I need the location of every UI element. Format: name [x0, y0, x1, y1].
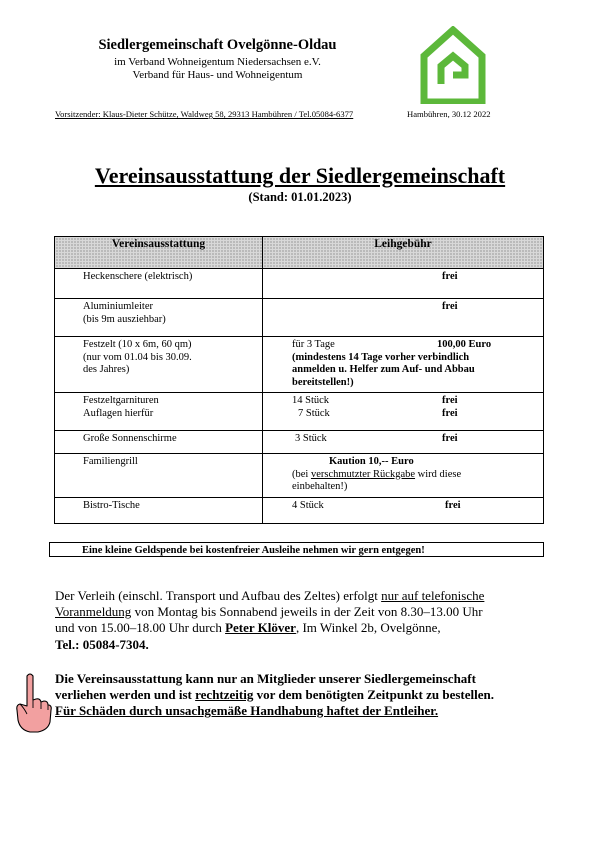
fee-value: frei [445, 500, 461, 511]
contact-name: Peter Klöver [225, 620, 296, 636]
house-logo-icon [420, 26, 486, 104]
quantity: 14 Stück [292, 395, 330, 406]
item-label: Große Sonnenschirme [83, 433, 177, 444]
item-label: Heckenschere (elektrisch) [83, 271, 193, 282]
deposit-value: Kaution 10,-- Euro [329, 456, 414, 467]
item-label: Bistro-Tische [83, 500, 140, 511]
quantity: 7 Stück [298, 408, 330, 419]
item-label: Festzeltgarnituren [83, 395, 159, 406]
quantity: 4 Stück [292, 500, 324, 511]
deposit-note: (bei verschmutzter Rückgabe wird diese [292, 468, 462, 480]
fee-value: frei [442, 301, 458, 312]
pointing-finger-icon [14, 672, 52, 734]
table-row-hedge-trimmer [55, 269, 544, 299]
item-label-detail: des Jahres) [83, 364, 130, 375]
rental-duration: für 3 Tage [292, 339, 335, 350]
association-line: im Verband Wohneigentum Niedersachsen e.V. [114, 56, 321, 68]
column-header-fee: Leihgebühr [263, 237, 544, 269]
fee-value: frei [442, 271, 458, 282]
item-label: Familiengrill [83, 456, 138, 467]
booking-note: (mindestens 14 Tage vorher verbindlich [292, 351, 470, 363]
fee-value: frei [442, 395, 458, 406]
table-row-umbrellas [55, 431, 544, 454]
document-title: Vereinsausstattung der Siedlergemeinschaft [94, 163, 506, 188]
association-subline: Verband für Haus- und Wohneigentum [132, 69, 303, 81]
table-row-tent [55, 337, 544, 393]
booking-note: anmelden u. Helfer zum Auf- und Abbau [292, 364, 475, 375]
fee-value: frei [442, 433, 458, 444]
chairman-contact: Vorsitzender: Klaus-Dieter Schütze, Waldweg 58, 29313 Hambühren / Tel.05084-6377 [55, 109, 354, 119]
fee-value: 100,00 Euro [437, 339, 492, 350]
fee-value: frei [442, 408, 458, 419]
liability-note: Für Schäden durch unsachgemäße Handhabung haftet der Entleiher. [55, 703, 439, 719]
deposit-note: einbehalten!) [292, 481, 348, 492]
contact-phone: Tel.: 05084-7304. [55, 636, 149, 652]
place-date: Hambühren, 30.12 2022 [407, 109, 491, 119]
organization-name: Siedlergemeinschaft Ovelgönne-Oldau [98, 37, 337, 53]
donation-notice: Eine kleine Geldspende bei kostenfreier Ausleihe nehmen wir gern entgegen! [49, 542, 544, 557]
item-label: Aluminiumleiter [83, 301, 153, 312]
item-label-detail: (bis 9m ausziehbar) [83, 313, 166, 325]
rental-info: Der Verleih (einschl. Transport und Aufbau des Zeltes) erfolgt nur auf telefonische Voranmeldung von Montag bis Sonnabend jeweils in der Zeit von 8.30–13.00 Uhr und von 15.00–18.00 Uhr durch Peter Klöver, Im Winkel 2b, Ovelgönne, Tel.: 05084-7304. [55, 588, 555, 653]
quantity: 3 Stück [295, 433, 327, 444]
item-label: Festzelt (10 x 6m, 60 qm) [83, 339, 192, 350]
equipment-table [54, 236, 544, 524]
member-conditions: Die Vereinsausstattung kann nur an Mitglieder unserer Siedlergemeinschaft verliehen werden und ist rechtzeitig vor dem benötigten Zeitpunkt zu bestellen. Für Schäden durch unsachgemäße Handhabung haftet der Entleiher. [55, 671, 555, 720]
item-label-detail: (nur vom 01.04 bis 30.09. [83, 351, 192, 363]
table-row-tent-sets [55, 393, 544, 431]
booking-note: bereitstellen!) [292, 376, 354, 388]
table-header-row [55, 237, 544, 269]
status-date: (Stand: 01.01.2023) [248, 190, 352, 204]
table-row-bistro-tables [55, 498, 544, 524]
column-header-equipment: Vereinsausstattung [55, 237, 263, 269]
table-row-grill [55, 454, 544, 498]
item-label-detail: Auflagen hierfür [83, 407, 154, 419]
table-row-ladder [55, 299, 544, 337]
